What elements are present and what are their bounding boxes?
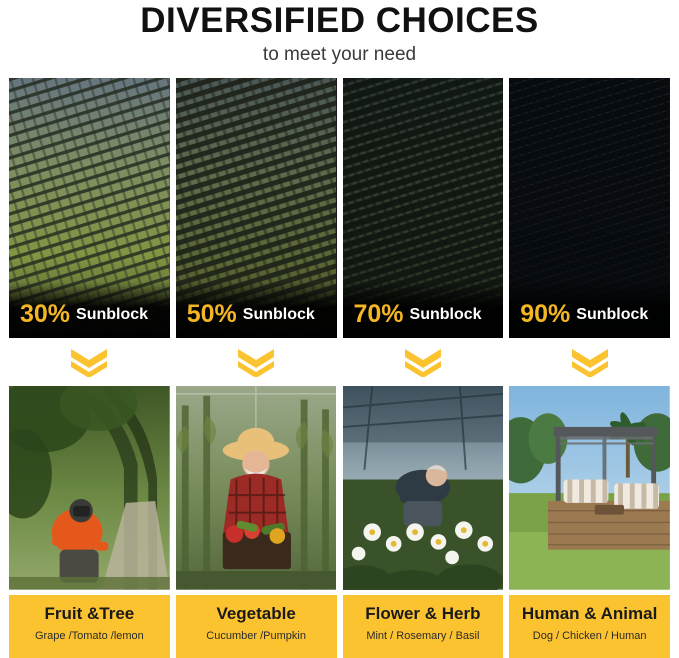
chevron-down-icon: [403, 347, 443, 377]
shade-sunblock-text-50: Sunblock: [242, 306, 315, 323]
photo-flower-herb: [343, 386, 504, 595]
photo-vegetable: [176, 386, 337, 595]
use-case-card-vegetable: [176, 386, 337, 658]
header: [9, 0, 670, 68]
use-case-subtitle: Cucumber /Pumpkin: [206, 630, 306, 642]
use-case-card-human-animal: [509, 386, 670, 658]
shade-sunblock-text-90: Sunblock: [576, 306, 649, 323]
arrow-cell-2: [176, 347, 337, 377]
chevron-down-icon: [236, 347, 276, 377]
shade-percent-30: 30%: [20, 300, 71, 328]
page-subtitle: to meet your need: [262, 44, 417, 65]
caption-flower-herb: [343, 595, 504, 658]
caption-human-animal: [509, 595, 670, 658]
shade-percent-70: 70%: [353, 300, 404, 328]
shade-panel-70: [343, 78, 504, 338]
use-case-title: Fruit &Tree: [44, 604, 135, 623]
use-case-card-fruit-tree: [9, 386, 170, 658]
use-case-card-flower-herb: [343, 386, 504, 658]
photo-flower-herb-art: [343, 386, 504, 590]
shade-percent-90: 90%: [520, 300, 571, 328]
use-case-title: Vegetable: [216, 604, 296, 623]
arrow-cell-3: [343, 347, 504, 377]
shade-label-50: [176, 282, 337, 338]
arrow-row: [9, 338, 670, 386]
shade-panel-50: [176, 78, 337, 338]
page-title: DIVERSIFIED CHOICES: [140, 1, 539, 40]
caption-vegetable: [176, 595, 337, 658]
arrow-cell-1: [9, 347, 170, 377]
photo-human-animal: [509, 386, 670, 595]
photo-human-animal-art: [509, 386, 670, 590]
use-case-row: [9, 386, 670, 658]
shade-panel-90: [509, 78, 670, 338]
use-case-title: Human & Animal: [521, 604, 658, 623]
shade-panel-row: [9, 78, 670, 338]
shade-label-30: [9, 282, 170, 338]
use-case-subtitle: Grape /Tomato /lemon: [34, 630, 144, 642]
shade-label-70: [343, 282, 504, 338]
use-case-subtitle: Dog / Chicken / Human: [532, 630, 647, 642]
use-case-title: Flower & Herb: [365, 604, 481, 623]
arrow-cell-4: [509, 347, 670, 377]
use-case-subtitle: Mint / Rosemary / Basil: [366, 630, 480, 642]
chevron-down-icon: [570, 347, 610, 377]
photo-fruit-tree-art: [9, 386, 170, 590]
photo-vegetable-art: [176, 386, 337, 590]
chevron-down-icon: [69, 347, 109, 377]
shade-sunblock-text-70: Sunblock: [409, 306, 482, 323]
caption-fruit-tree: [9, 595, 170, 658]
shade-panel-30: [9, 78, 170, 338]
shade-percent-50: 50%: [186, 300, 237, 328]
shade-sunblock-text-30: Sunblock: [76, 306, 149, 323]
shade-label-90: [509, 282, 670, 338]
photo-fruit-tree: [9, 386, 170, 595]
